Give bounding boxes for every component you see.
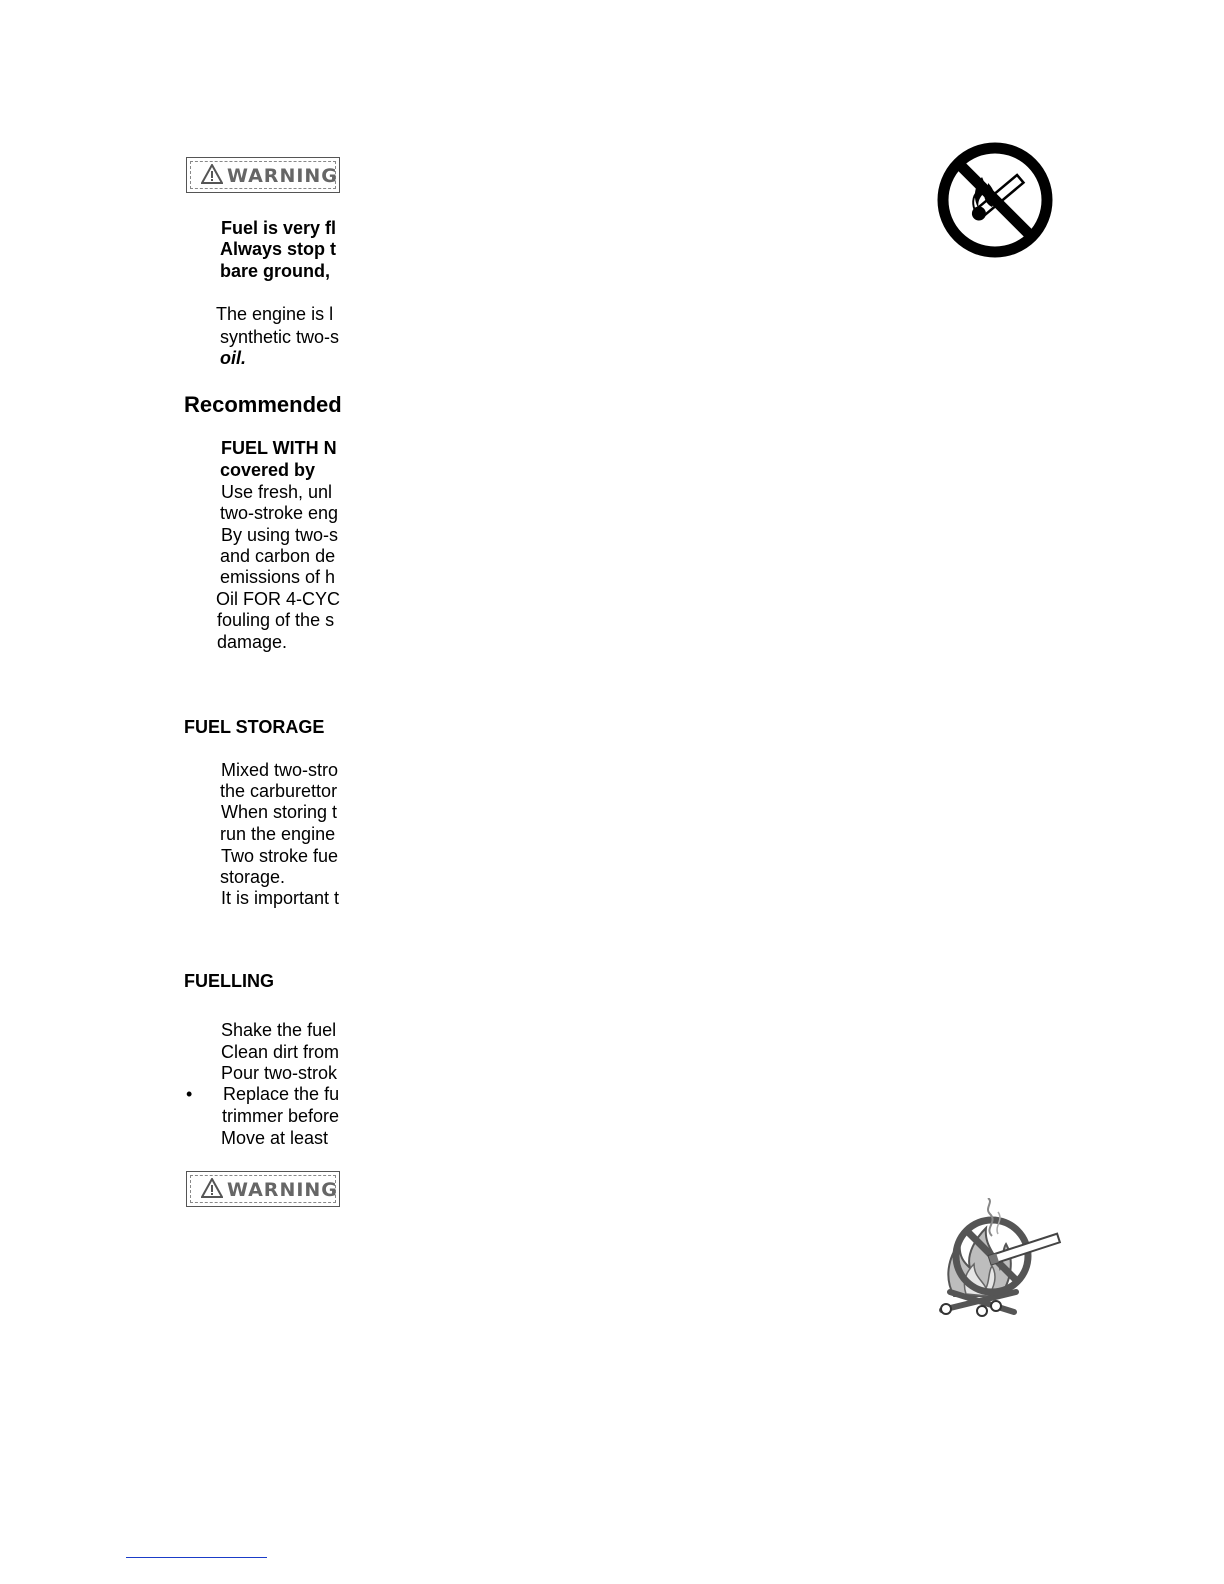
- fuel-storage-line: It is important t: [221, 888, 340, 908]
- fuelling-line: Pour two-strok: [221, 1063, 338, 1083]
- no-smoking-no-fire-icon: [936, 1198, 1062, 1322]
- recommended-heading: Recommended: [184, 392, 342, 417]
- page-content: [0, 0, 344, 1584]
- footer-rule: [126, 1557, 267, 1558]
- fuel-warning-line: Always stop t: [220, 239, 337, 259]
- recommended-line: Oil FOR 4-CYC: [216, 589, 341, 609]
- fuel-storage-line: storage.: [220, 867, 286, 887]
- fuel-storage-line: run the engine: [220, 824, 336, 844]
- recommended-line: and carbon de: [220, 546, 336, 566]
- bullet: •: [186, 1084, 193, 1104]
- fuel-storage-line: Mixed two-stro: [221, 760, 339, 780]
- recommended-line: emissions of h: [220, 567, 336, 587]
- warning-label: WARNING: [227, 1179, 338, 1201]
- fuel-storage-line: the carburettor: [220, 781, 338, 801]
- fuelling-line: Shake the fuel: [221, 1020, 337, 1040]
- fuelling-line: Move at least: [221, 1128, 329, 1148]
- warning-box: [186, 157, 340, 193]
- fuelling-line: trimmer before: [222, 1106, 340, 1126]
- warning-box: [186, 1171, 340, 1207]
- fuel-warning-line: Fuel is very fl: [221, 218, 337, 238]
- fuelling-heading: FUELLING: [184, 971, 274, 991]
- fuelling-line: Replace the fu: [223, 1084, 340, 1104]
- warning-triangle-icon: [201, 164, 223, 184]
- fuel-warning-line: bare ground,: [220, 261, 331, 281]
- recommended-bold-line: FUEL WITH N: [221, 438, 337, 458]
- recommended-line: By using two-s: [221, 525, 339, 545]
- fuel-storage-line: Two stroke fue: [221, 846, 339, 866]
- fuel-storage-line: When storing t: [221, 802, 338, 822]
- fuel-storage-heading: FUEL STORAGE: [184, 717, 325, 737]
- recommended-line: two-stroke eng: [220, 503, 339, 523]
- fuelling-line: Clean dirt from: [221, 1042, 340, 1062]
- engine-note-line: The engine is l: [216, 304, 334, 324]
- recommended-line: Use fresh, unl: [221, 482, 333, 502]
- no-open-flame-icon: [936, 141, 1054, 259]
- warning-triangle-icon: [201, 1178, 223, 1198]
- recommended-line: fouling of the s: [217, 610, 335, 630]
- engine-note-line: oil.: [220, 348, 246, 368]
- warning-label: WARNING: [227, 165, 338, 187]
- recommended-bold-line: covered by: [220, 460, 316, 480]
- recommended-line: damage.: [217, 632, 288, 652]
- engine-note-line: synthetic two-s: [220, 327, 340, 347]
